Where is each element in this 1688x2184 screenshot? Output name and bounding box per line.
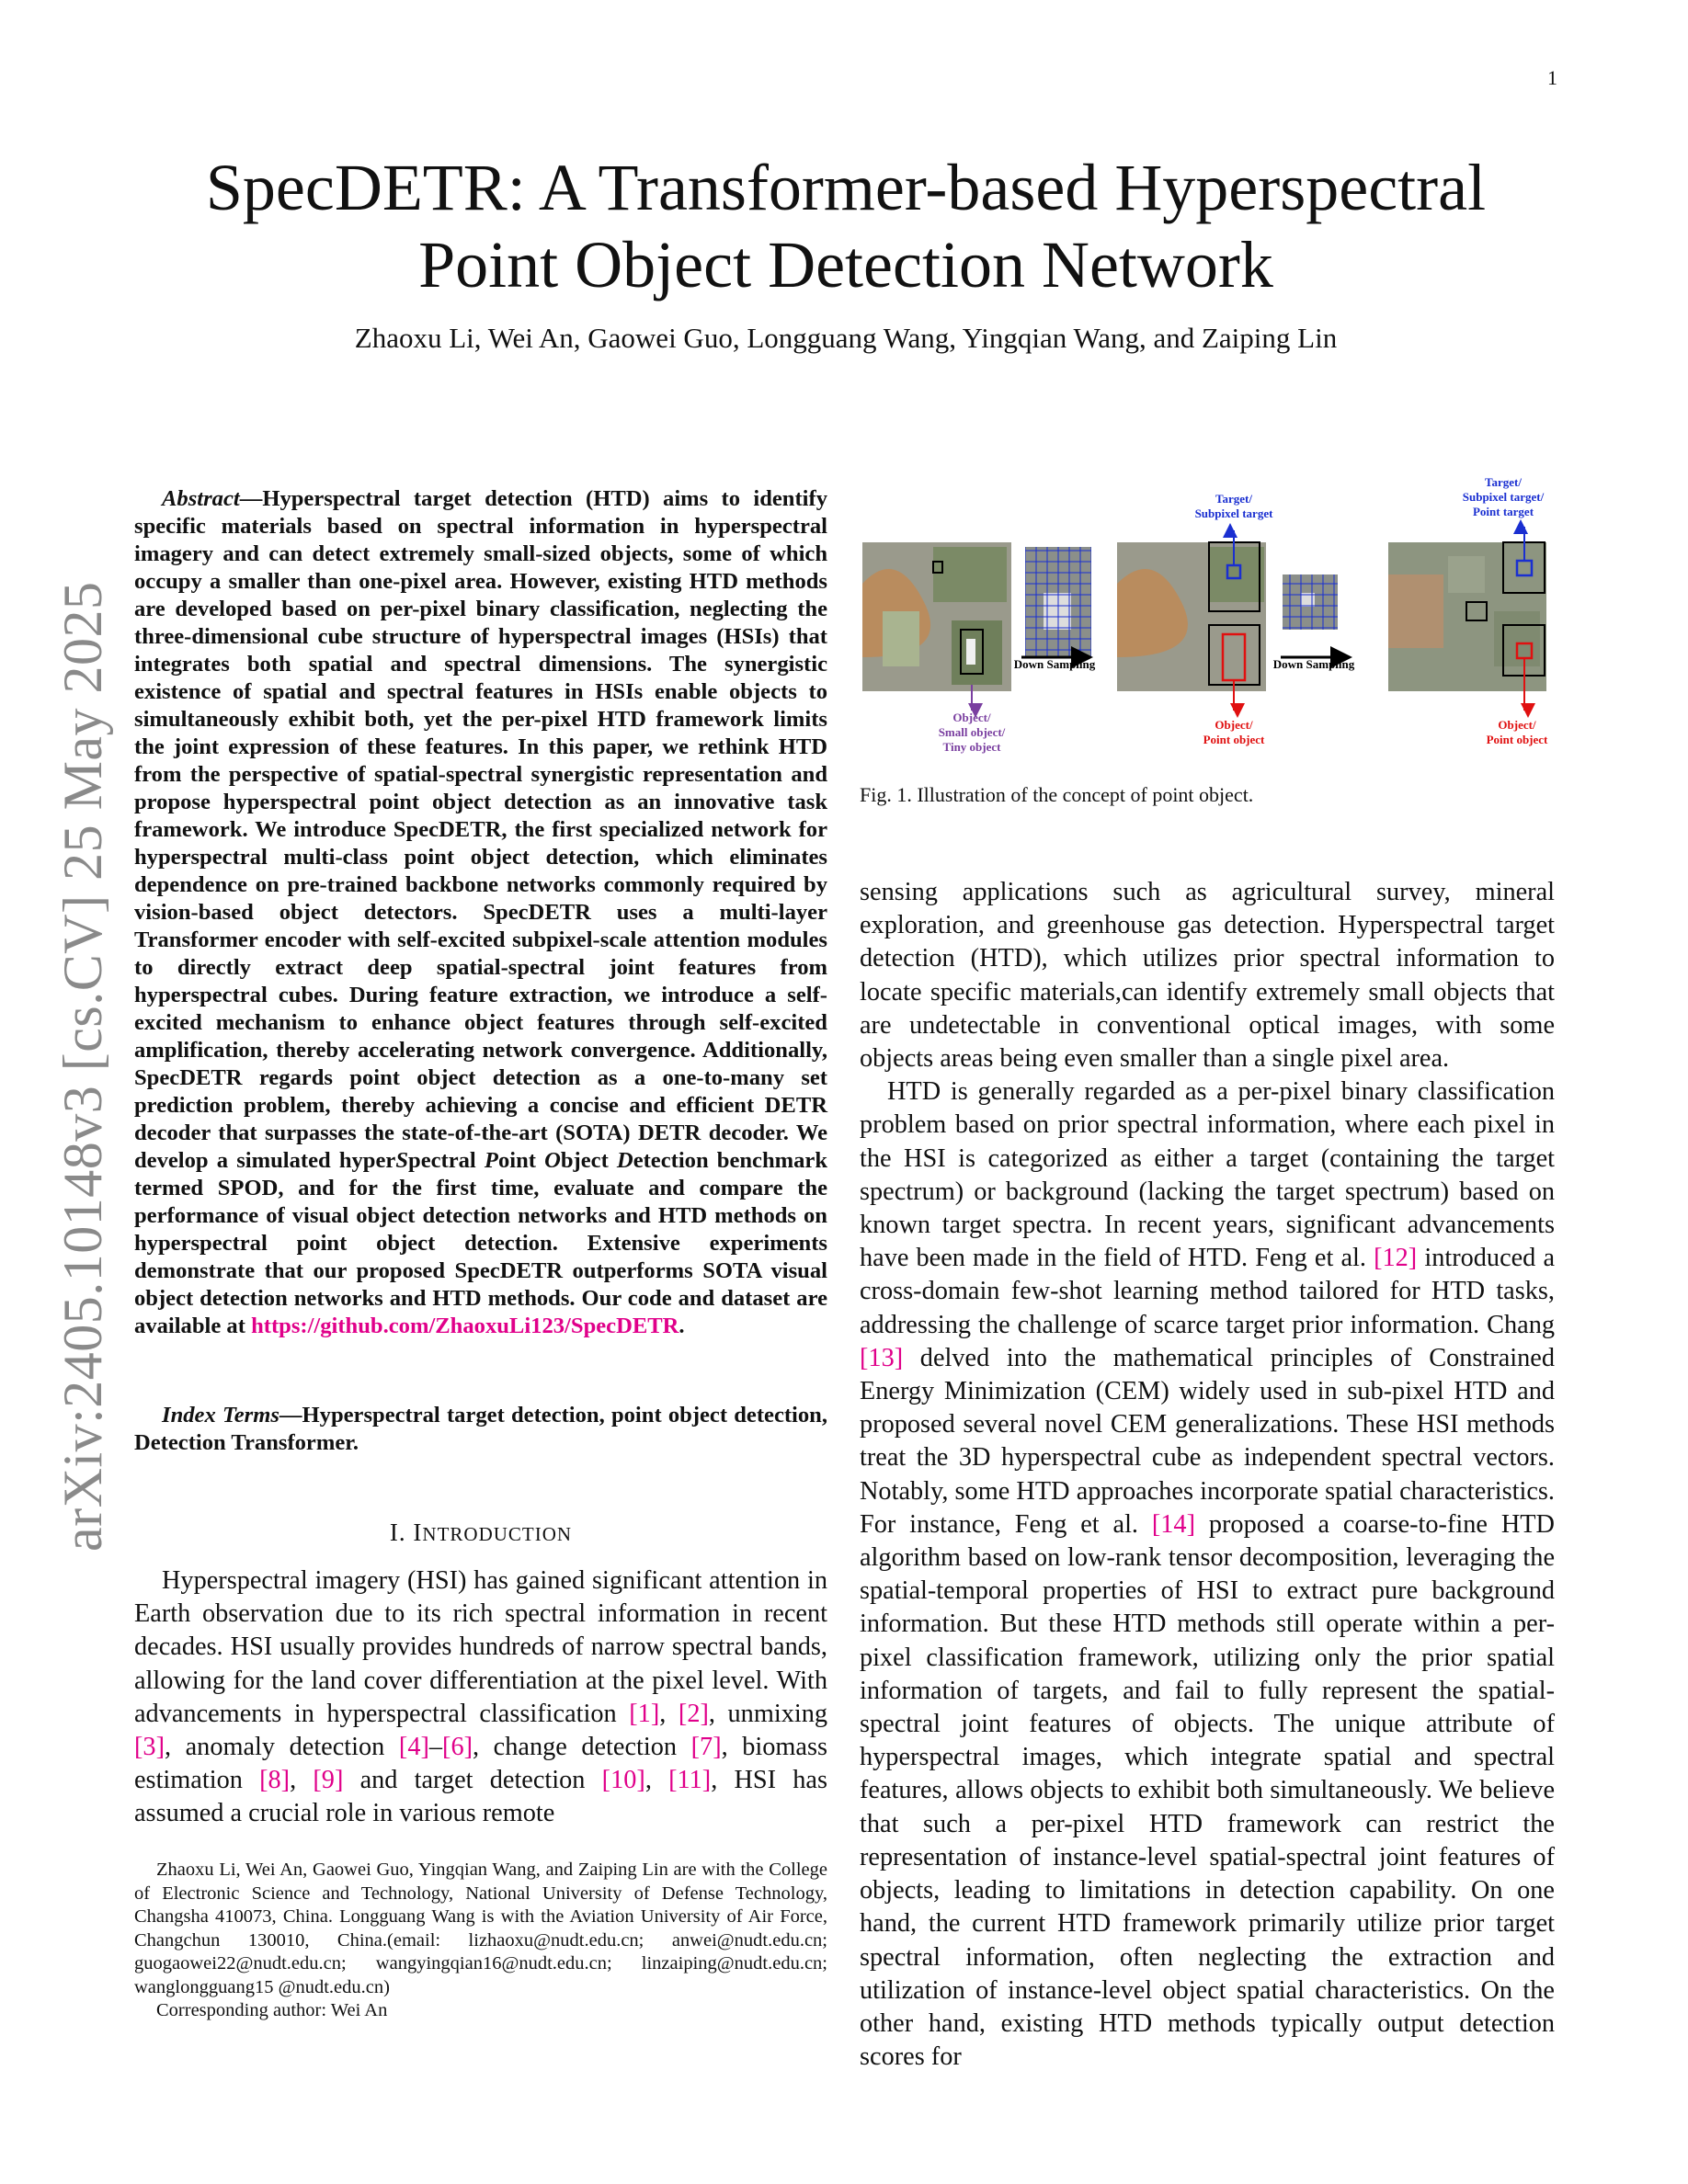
down-sampling-label-1: Down Sampling — [1013, 657, 1096, 671]
citation-11[interactable]: [11] — [668, 1766, 712, 1795]
label-target-subpixel-1: Target/ — [1215, 492, 1252, 506]
abstract-t3: bject — [560, 1148, 617, 1173]
section-rest: NTRODUCTION — [422, 1523, 573, 1545]
abstract-t1: pectral — [408, 1148, 485, 1173]
pixelated-image — [1388, 542, 1546, 691]
intro-right-paragraph-2 — [860, 1075, 1555, 2074]
citation-10[interactable]: [10] — [601, 1766, 645, 1795]
aerial-image-original — [862, 542, 1011, 691]
intro-left-text-5: – — [428, 1733, 443, 1762]
label-object-small-3: Tiny object — [942, 740, 1001, 754]
abstract-end: . — [679, 1314, 685, 1338]
abstract-s: S — [395, 1148, 409, 1173]
intro-left-text-7: , biomass estimation — [134, 1733, 828, 1795]
footnote-affiliation: Zhaoxu Li, Wei An, Gaowei Guo, Yingqian Wang, and Zaiping Lin are with the College of Electronic Science and Technology, National University of Defense Technology, Changsha 410073, China. Longguang Wang is with the Aviation University of Air Force, Changchun 130010, China.(email: lizhaoxu@nudt.edu.cn; anwei@nudt.edu.cn; guogaowei22@nudt.edu.cn; wangyingqian16@nudt.edu.cn; linzaiping@nudt.edu.cn; wanglongguang15 @nudt.edu.cn) — [134, 1860, 827, 1997]
citation-9[interactable]: [9] — [313, 1766, 344, 1795]
citation-3[interactable]: [3] — [134, 1733, 165, 1762]
intro-right-text-b: introduced a cross-domain few-shot learning method tailored for HTD tasks, addressing the challenge of scarce target prior information. Chang — [860, 1244, 1556, 1339]
intro-right-text-d: proposed a coarse-to-fine HTD algorithm based on low-rank tensor decomposition, leveraging the spatial-temporal properties of HSI to extract pure background information. But these HTD methods still operate within a per-pixel classification framework, utilizing only the prior spatial information of targets, and fail to fully represent the spatial-spectral joint features of objects. The unique attribute of hyperspectral images, which integrate spatial and spectral features, allows objects to exhibit both simultaneously. We believe that such a per-pixel HTD framework can restrict the representation of instance-level spatial-spectral joint features of objects, leading to limitations in detection capability. On one hand, the current HTD framework primarily utilize prior target spectral information, often neglecting the extraction and utilization of instance-level object spatial characteristics. On the other hand, existing HTD methods typically output detection scores for — [860, 1509, 1555, 2072]
intro-left-text-6: , change detection — [473, 1733, 691, 1762]
citation-12[interactable]: [12] — [1374, 1244, 1418, 1273]
github-link[interactable]: https://github.com/ZhaoxuLi123/SpecDETR — [251, 1314, 679, 1338]
abstract-text: —Hyperspectral target detection (HTD) aims to identify specific materials based on spectral information in hyperspectral imagery and can detect extremely small-sized objects, some of which occupy a smaller than one-pixel area. However, existing HTD methods are developed based on per-pixel binary classification, neglecting the three-dimensional cube structure of hyperspectral images (HSIs) that integrates both spatial and spectral dimensions. The synergistic existence of spatial and spectral features in HSIs enable objects to simultaneously exhibit both, yet the per-pixel HTD framework limits the joint expression of these features. In this paper, we rethink HTD from the perspective of spatial-spectral synergistic representation and propose hyperspectral point object detection as an innovative task framework. We introduce SpecDETR, the first specialized network for hyperspectral multi-class point object detection, which eliminates dependence on pre-trained backbone networks commonly required by vision-based object detectors. SpecDETR uses a multi-layer Transformer encoder with self-excited subpixel-scale attention modules to directly extract deep spatial-spectral joint features from hyperspectral cubes. During feature extraction, we introduce a self-excited mechanism to enhance object features through self-excited amplification, thereby accelerating network convergence. Additionally, SpecDETR regards point object detection as a one-to-many set prediction problem, thereby achieving a concise and efficient DETR decoder that surpasses the state-of-the-art (SOTA) DETR decoder. We develop a simulated hyper — [134, 486, 827, 1173]
intro-left-text-3: , unmixing — [708, 1699, 828, 1728]
label-object-point-2b: Point object — [1486, 733, 1548, 746]
citation-1[interactable]: [1] — [629, 1699, 660, 1728]
label-object-point-2a: Object/ — [1498, 718, 1536, 732]
intro-right-paragraph-1: sensing applications such as agricultural survey, mineral exploration, and greenhouse gas detection. Hyperspectral target detection (HTD), which utilizes prior spectral information to locate specific materials,can identify extremely small objects that are undetectable in conventional optical images, with some objects areas being even smaller than a single pixel area. — [860, 878, 1555, 1074]
intro-left-text-9: and target detection — [343, 1766, 602, 1795]
citation-2[interactable]: [2] — [678, 1699, 709, 1728]
intro-left-text-10: , — [644, 1766, 669, 1795]
label-object-point-1b: Point object — [1203, 733, 1265, 746]
small-patch-grid — [1283, 574, 1338, 630]
figure-caption: Fig. 1. Illustration of the concept of point object. — [860, 783, 1254, 806]
label-object-small-2: Small object/ — [938, 725, 1006, 739]
zoom-patch-grid — [1025, 547, 1091, 657]
figure-point-object — [860, 473, 1555, 758]
abstract-t2: oint — [497, 1148, 545, 1173]
author-list: Zhaoxu Li, Wei An, Gaowei Guo, Longguang Wang, Yingqian Wang, and Zaiping Lin — [354, 322, 1338, 354]
label-target-point-3: Point target — [1472, 505, 1534, 518]
citation-14[interactable]: [14] — [1151, 1509, 1196, 1539]
label-object-small-1: Object/ — [952, 711, 991, 724]
citation-8[interactable]: [8] — [259, 1766, 291, 1795]
down-sampling-label-2: Down Sampling — [1272, 657, 1355, 671]
footnote-corresponding: Corresponding author: Wei An — [156, 2000, 388, 2020]
section-heading-introduction — [134, 1519, 827, 1547]
abstract-lead: Abstract — [162, 486, 240, 511]
abstract-p: P — [484, 1148, 498, 1173]
title-line-2: Point Object Detection Network — [418, 228, 1273, 301]
citation-7[interactable]: [7] — [690, 1733, 722, 1762]
citation-4[interactable]: [4] — [398, 1733, 429, 1762]
author-footnote — [134, 1859, 827, 2023]
label-object-point-1a: Object/ — [1215, 718, 1253, 732]
intro-paragraph-left — [134, 1564, 827, 1831]
intro-right-column — [860, 876, 1555, 2074]
intro-left-text-4: , anomaly detection — [165, 1733, 399, 1762]
intro-left-text-8: , — [290, 1766, 314, 1795]
citation-13[interactable]: [13] — [860, 1343, 904, 1372]
intro-right-text-c: delved into the mathematical principles of Constrained Energy Minimization (CEM) widely used in sub-pixel HTD and proposed several novel CEM generalizations. These HSI methods treat the 3D hyperspectral cube as independent spectral vectors. Notably, some HTD approaches incorporate spatial characteristics. For instance, Feng et al. — [860, 1343, 1555, 1539]
aerial-image-boxes — [1117, 542, 1266, 691]
index-terms — [134, 1402, 827, 1457]
page-number: 1 — [1547, 66, 1557, 89]
index-terms-text: —Hyperspectral target detection, point object detection, Detection Transformer. — [134, 1403, 827, 1455]
arxiv-stamp: arXiv:2405.10148v3 [cs.CV] 25 May 2025 — [52, 581, 113, 1552]
intro-left-text-11: , HSI has assumed a crucial role in various remote — [134, 1766, 827, 1828]
citation-6[interactable]: [6] — [442, 1733, 473, 1762]
abstract — [134, 485, 827, 1340]
label-target-point-2: Subpixel target/ — [1462, 490, 1545, 504]
intro-right-text-a: HTD is generally regarded as a per-pixel binary classification problem based on prior spectral information, where each pixel in the HSI is categorized as either a target (containing the target spectrum) or background (lacking the target spectrum) based on known target spectra. In recent years, significant advancements have been made in the field of HTD. Feng et al. — [860, 1077, 1555, 1273]
label-target-point-1: Target/ — [1485, 475, 1522, 489]
abstract-t4: etection benchmark termed SPOD, and for the first time, evaluate and compare the performance of visual object detection networks and HTD methods on hyperspectral point object detection. Extensive experiments demonstrate that our proposed SpecDETR outperforms SOTA visual object detection networks and HTD methods. Our code and dataset are available at — [134, 1148, 828, 1338]
abstract-d: D — [616, 1148, 633, 1173]
paper-title — [134, 149, 1557, 303]
title-line-1: SpecDETR: A Transformer-based Hyperspectral — [205, 151, 1487, 224]
label-target-subpixel-2: Subpixel target — [1194, 506, 1273, 520]
section-numeral: I. I — [389, 1519, 423, 1546]
intro-left-text-1: Hyperspectral imagery (HSI) has gained significant attention in Earth observation due to its rich spectral information in recent decades. HSI usually provides hundreds of narrow spectral bands, allowing for the land cover differentiation at the pixel level. With advancements in hyperspectral classification — [134, 1566, 827, 1728]
abstract-o: O — [544, 1148, 561, 1173]
intro-left-text-2: , — [659, 1699, 679, 1728]
index-terms-lead: Index Terms — [162, 1403, 279, 1428]
